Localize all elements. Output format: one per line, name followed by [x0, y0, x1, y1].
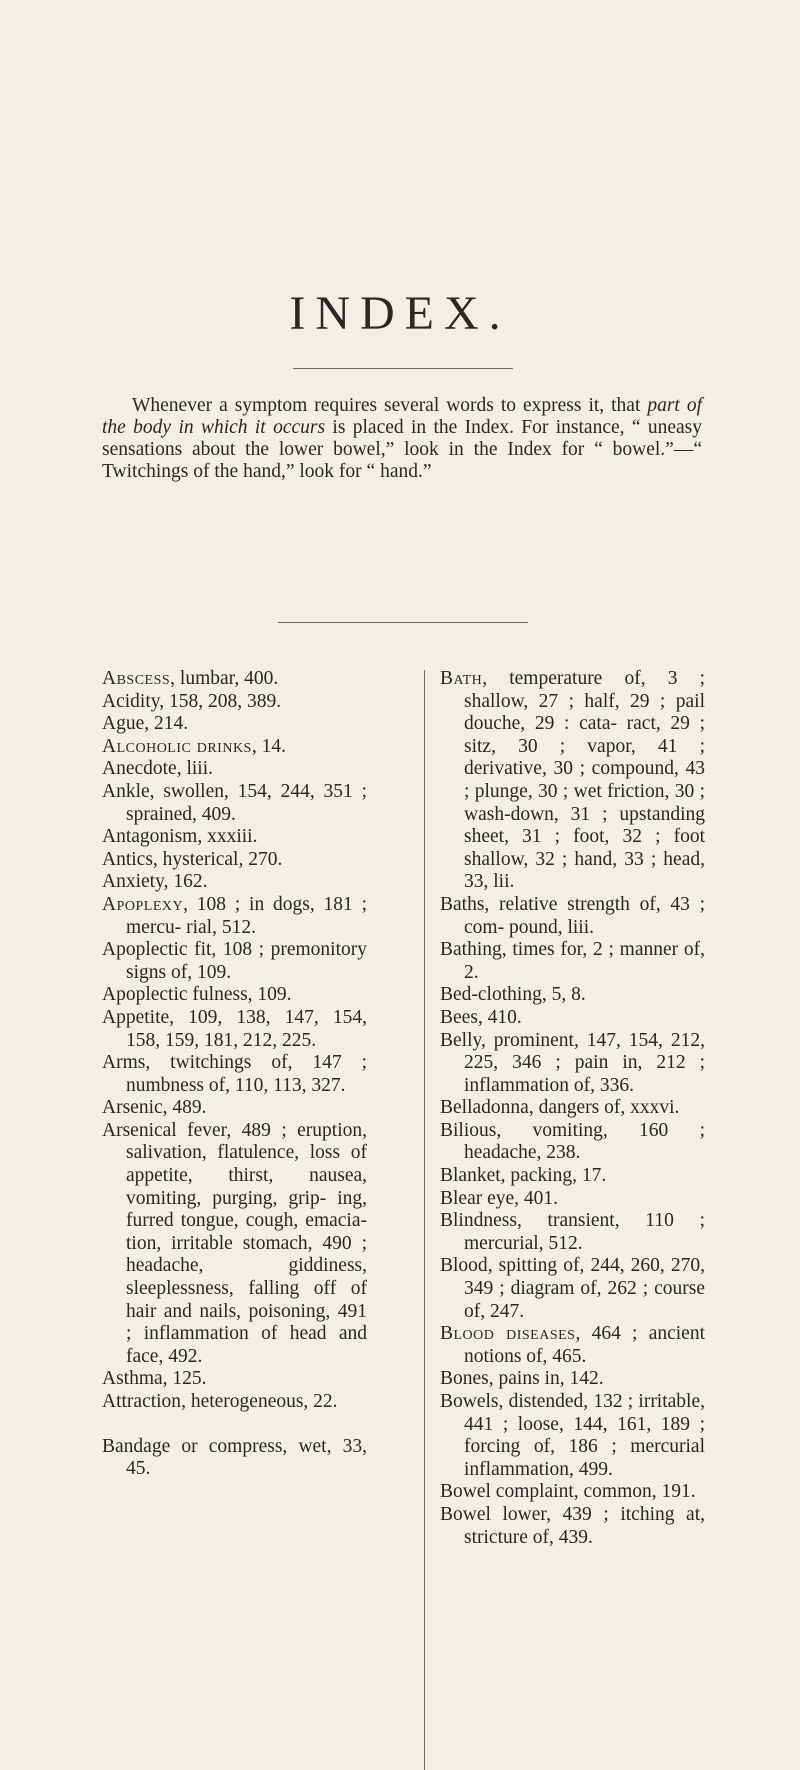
entry-headword: Arsenical fever	[102, 1119, 227, 1141]
entry-headword: Blanket	[440, 1165, 501, 1187]
entry-headword: Baths	[440, 893, 485, 915]
index-entry	[440, 1504, 705, 1549]
intro-emphasis: in which it occurs	[178, 417, 326, 438]
index-entry	[102, 1120, 367, 1369]
entry-headword: Acidity	[102, 690, 160, 712]
index-entry	[440, 1165, 705, 1188]
index-entry	[102, 871, 367, 894]
page-title: INDEX.	[289, 287, 511, 340]
entry-references: , transient, 110 ; mercurial, 512.	[464, 1210, 705, 1254]
index-entry	[102, 781, 367, 826]
entry-headword: Apoplectic fit	[102, 939, 212, 961]
entry-references: , 214.	[144, 713, 189, 735]
entry-headword: Bilious	[440, 1119, 497, 1141]
entry-references: , relative strength of, 43 ; com- pound, liii.	[464, 893, 705, 938]
entry-references: , 109, 138, 147, 154, 158, 159, 181, 212, 225.	[126, 1006, 367, 1051]
entry-references: , heterogeneous, 22.	[181, 1391, 338, 1412]
entry-headword: Bandage or compress	[102, 1435, 283, 1457]
entry-references: , 401.	[514, 1187, 559, 1209]
index-entry	[440, 1210, 705, 1255]
entry-references: , 464 ; ancient notions of, 465.	[464, 1323, 706, 1367]
entry-headword: Abscess	[102, 668, 171, 689]
entry-references: , spitting of, 244, 260, 270, 349 ; diagram of, 262 ; course of, 247.	[464, 1255, 705, 1322]
entry-headword: Belladonna	[440, 1097, 529, 1119]
entry-headword: Blood diseases	[440, 1323, 576, 1345]
intro-text: is placed in the Index. For instance, “ uneasy sensations about the lower bowel,” look in the Index for “ bowel.”—“ Twitchings of the hand,” look for “ hand.”	[102, 417, 703, 482]
index-entry	[440, 1391, 705, 1481]
entry-references: , twitchings of, 147 ; numbness of, 110, 113, 327.	[126, 1052, 367, 1096]
entry-references: , hysterical, 270.	[152, 848, 283, 870]
entry-headword: Arsenic	[102, 1097, 163, 1119]
column-divider	[424, 670, 425, 1770]
entry-headword: Antics	[102, 848, 153, 870]
index-entry	[102, 894, 367, 939]
entry-headword: Bath	[440, 668, 483, 689]
index-column-right	[440, 668, 705, 1549]
entry-headword: Bees	[440, 1006, 478, 1028]
index-entry	[440, 894, 705, 939]
index-entry	[102, 826, 367, 849]
entry-headword: Anecdote	[102, 758, 177, 780]
entry-references: , 162.	[163, 871, 208, 893]
intro-text: Whenever a symptom requires several words to express it, that	[132, 395, 648, 416]
index-entry	[102, 939, 367, 984]
index-entry	[102, 1052, 367, 1097]
index-entry	[440, 1368, 705, 1391]
entry-headword: Bathing	[440, 939, 502, 961]
index-column-left	[102, 668, 367, 1481]
index-entry	[102, 1436, 367, 1481]
entry-references: , times for, 2 ; manner of, 2.	[464, 939, 705, 983]
entry-references: , common, 191.	[573, 1481, 696, 1503]
index-entry	[102, 758, 367, 781]
entry-headword: Asthma	[102, 1368, 163, 1390]
entry-headword: Blood	[440, 1255, 488, 1277]
entry-references: , 158, 208, 389.	[159, 690, 282, 712]
entry-references: , 125.	[162, 1368, 207, 1390]
index-entry	[440, 1007, 705, 1030]
entry-references: , liii.	[176, 758, 214, 780]
index-entry	[440, 1481, 705, 1504]
entry-headword: Blear eye	[440, 1187, 515, 1209]
entry-references: , 439 ; itching at, stricture of, 439.	[464, 1503, 705, 1548]
entry-headword: Bowels	[440, 1391, 499, 1412]
entry-headword: Apoplectic fulness	[102, 984, 248, 1006]
index-entry	[440, 668, 705, 894]
entry-references: , distended, 132 ; irritable, 441 ; loose, 144, 161, 189 ; forcing of, 186 ; mercurial inflammation, 499.	[464, 1391, 705, 1480]
entry-headword: Arms	[102, 1052, 146, 1074]
index-entry	[102, 691, 367, 714]
index-entry	[102, 1368, 367, 1391]
entry-headword: Anxiety	[102, 871, 164, 893]
entry-headword: Antagonism	[102, 826, 198, 848]
entry-headword: Belly	[440, 1029, 481, 1051]
entry-headword: Bones	[440, 1368, 489, 1390]
entry-references: , dangers of, xxxvi.	[528, 1097, 680, 1119]
entry-references: , 489 ; eruption, salivation, flatulence, loss of appetite, thirst, nausea, vomiting, purging, grip- ing, furred tongue, cough, emacia- tion, irritable stomach, 490 ; headache, giddiness, sleeplessness, falling off of hair and nails, poisoning, 491 ; inflammation of head and face, 492.	[126, 1119, 367, 1367]
index-entry	[440, 1323, 705, 1368]
entry-references: , packing, 17.	[500, 1165, 607, 1187]
index-entry	[440, 984, 705, 1007]
entry-headword: Ankle	[102, 780, 150, 802]
entry-headword: Appetite	[102, 1006, 170, 1028]
index-entry	[102, 984, 367, 1007]
entry-headword: Alcoholic drinks	[102, 735, 252, 757]
entry-references: , 5, 8.	[541, 984, 586, 1006]
entry-headword: Blindness	[440, 1210, 517, 1232]
entry-headword: Bowel complaint	[440, 1481, 574, 1503]
entry-references: , xxxiii.	[197, 826, 258, 848]
entry-headword: Attraction	[102, 1391, 182, 1412]
entry-references: , 14.	[251, 735, 286, 757]
index-entry	[440, 939, 705, 984]
entry-headword: Apoplexy	[102, 893, 184, 915]
entry-references: , 108 ; in dogs, 181 ; mercu- rial, 512.	[126, 893, 367, 938]
index-entry	[102, 1391, 367, 1414]
entry-references: , pains in, 142.	[488, 1368, 604, 1390]
entry-references: , 108 ; premonitory signs of, 109.	[126, 939, 367, 983]
entry-references: , swollen, 154, 244, 351 ; sprained, 409.	[126, 780, 367, 825]
index-entry	[102, 713, 367, 736]
entry-references: , vomiting, 160 ; headache, 238.	[464, 1119, 705, 1164]
title-rule	[293, 368, 513, 369]
index-entry	[440, 1120, 705, 1165]
intro-emphasis: part of the body	[102, 395, 702, 438]
index-entry	[102, 1007, 367, 1052]
entry-headword: Bowel lower	[440, 1503, 547, 1525]
entry-references: , prominent, 147, 154, 212, 225, 346 ; pain in, 212 ; inflammation of, 336.	[464, 1029, 705, 1096]
entry-references: , lumbar, 400.	[170, 668, 279, 689]
index-entry	[102, 1097, 367, 1120]
index-entry	[102, 849, 367, 872]
entry-references: , 489.	[162, 1097, 207, 1119]
index-entry	[102, 736, 367, 759]
entry-references: , temperature of, 3 ; shallow, 27 ; half, 29 ; pail douche, 29 : cata- ract, 29 ; sitz, 30 ; vapor, 41 ; derivative, 30 ; compound, 43 ; plunge, 30 ; wet friction, 30 ; wash-down, 31 ; upstanding sheet, 31 ; foot, 32 ; foot shallow, 32 ; hand, 33 ; head, 33, lii.	[464, 668, 705, 893]
index-entry	[440, 1255, 705, 1323]
entry-references: , 109.	[247, 984, 292, 1006]
index-entry	[440, 1188, 705, 1211]
intro-paragraph	[102, 395, 702, 483]
entry-references: , 410.	[477, 1006, 522, 1028]
entry-headword: Bed-clothing	[440, 984, 542, 1006]
index-entry	[102, 668, 367, 691]
index-entry	[440, 1097, 705, 1120]
section-rule	[278, 622, 528, 623]
index-entry	[440, 1030, 705, 1098]
entry-references: , wet, 33, 45.	[126, 1435, 367, 1480]
entry-headword: Ague	[102, 713, 145, 735]
